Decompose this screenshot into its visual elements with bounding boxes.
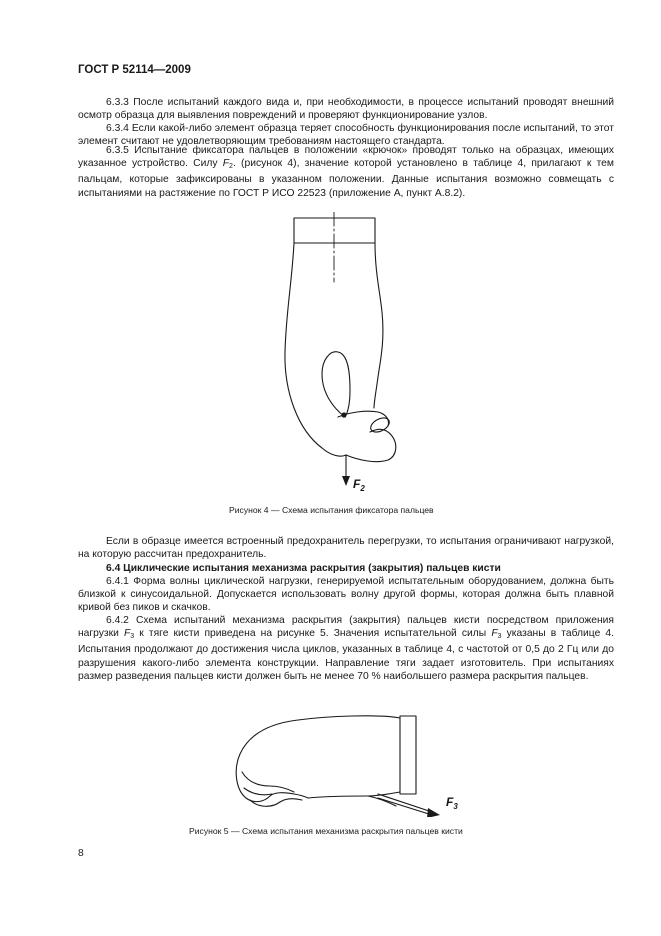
paragraph-6-4-2: 6.4.2 Схема испытаний механизма раскрытия (закрытия) пальцев кисти посредством приложения нагрузки $F_3$ к тяге кисти приведена на рисунке 5. Значения испытательной силы $F_3$ указаны в таблице 4. Испытания продолжают до достижения числа циклов, указанных в таблице 4, с частотой от 0,5 до 2 Гц или до разрушения какого-либо элемента конструкции. Направление тяги задает изготовитель. При испытаниях размер разведения пальцев кисти должен быть не менее 70 % наибольшего размера раскрытия пальцев. [78, 615, 614, 682]
paragraph-overload: Если в образце имеется встроенный предохранитель перегрузки, то испытания ограничивают нагрузкой, на которую рассчитан предохранитель. [78, 536, 614, 561]
finger-line-1 [242, 772, 294, 792]
section-6-4-title: 6.4 Циклические испытания механизма раскрытия (закрытия) пальцев кисти [106, 563, 501, 574]
force-label: $F_3$ [446, 795, 458, 811]
hand-outline-left [285, 243, 346, 456]
paragraph-6-3-3: 6.3.3 После испытаний каждого вида и, при необходимости, в процессе испытаний проводят внешний осмотр образца для выявления повреждений и проверяют функционирование узлов. [78, 97, 614, 122]
wrist-cuff [400, 716, 416, 794]
force-line-1 [378, 794, 432, 812]
force-arrowhead [427, 808, 440, 817]
hand-top-outline [236, 716, 400, 798]
force-arrowhead [342, 476, 350, 486]
paragraph-6-3-4: 6.3.4 Если какой-либо элемент образца теряет способность функционирования после испытаний, то этот элемент считают не удовлетворяющим требованиям настоящего стандарта. [78, 123, 614, 148]
thumb-outline [322, 352, 350, 417]
page-number: 8 [78, 848, 84, 859]
paragraph-6-4-1: 6.4.1 Форма волны циклической нагрузки, генерируемой испытательным оборудованием, должна быть близкой к синусоидальной. Допускается использовать волну другой формы, которая должна быть плавной кривой без пиков и скачков. [78, 576, 614, 614]
hooked-finger-tip [346, 429, 396, 461]
pivot-point [341, 412, 346, 417]
paragraph-6-3-5: 6.3.5 Испытание фиксатора пальцев в положении «крючок» проводят только на образцах, имеющих указанное устройство. Силу $F_2$. (рисунок 4), значение которой установлено в таблице 4, прилагают к тем пальцам, которые зафиксированы в указанном положении. Данные испытания возможно совмещать с испытаниями на растяжение по ГОСТ Р ИСО 22523 (приложение А, пункт А.8.2). [78, 145, 614, 199]
force-label: $F_2$ [353, 477, 365, 493]
figure-4-caption: Рисунок 4 — Схема испытания фиксатора пальцев [229, 505, 434, 515]
thumb-outline [250, 799, 302, 807]
document-header: ГОСТ Р 52114—2009 [78, 64, 191, 76]
finger-line-2 [244, 788, 272, 795]
force-line-2 [378, 798, 432, 815]
hand-outline-right [374, 243, 383, 408]
tension-cable [368, 796, 396, 806]
wrist-fixture [294, 218, 375, 243]
figure-5-finger-opening-diagram [228, 712, 478, 817]
figure-4-finger-lock-diagram [270, 212, 400, 497]
figure-5-caption: Рисунок 5 — Схема испытания механизма раскрытия пальцев кисти [189, 826, 463, 836]
